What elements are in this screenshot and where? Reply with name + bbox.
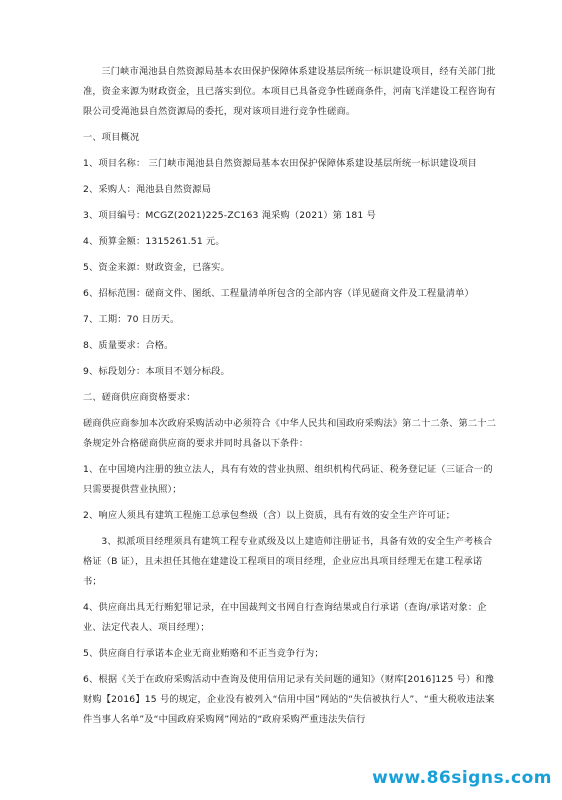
item-lots: 9、标段划分：本项目不划分标段。: [83, 366, 230, 377]
section-heading-qualifications: 二、磋商供应商资格要求：: [83, 392, 196, 403]
qualification-6: 6、根据《关于在政府采购活动中查询及使用信用记录有关问题的通知》（财库[2016]125 号）和豫财购【2016】15 号的规定，企业没有被列入“信用中国”网站的“失信被执行人”、“重大税收违法案件当事人名单”及“中国政府采购网”网站的“政府采购严重违法失信行: [83, 674, 495, 725]
item-purchaser: 2、采购人：渑池县自然资源局: [83, 184, 212, 195]
qualification-2: 2、响应人须具有建筑工程施工总承包叁级（含）以上资质，具有有效的安全生产许可证；: [83, 510, 456, 521]
item-quality: 8、质量要求：合格。: [83, 340, 174, 351]
item-duration: 7、工期：70 日历天。: [83, 314, 180, 325]
item-project-number: 3、项目编号：MCGZ(2021)225-ZC163 渑采购（2021）第 181 号: [83, 210, 376, 221]
item-scope: 6、招标范围：磋商文件、图纸、工程量清单所包含的全部内容（详见磋商文件及工程量清单）: [83, 288, 474, 299]
site-watermark: www.86signs.com: [372, 768, 552, 788]
qualification-5: 5、供应商自行承诺本企业无商业贿赂和不正当竞争行为；: [83, 648, 324, 659]
item-project-name: 1、项目名称： 三门峡市渑池县自然资源局基本农田保护保障体系建设基层所统一标识建设项目: [83, 158, 478, 169]
intro-paragraph: 三门峡市渑池县自然资源局基本农田保护保障体系建设基层所统一标识建设项目，经有关部门批准，资金来源为财政资金，且已落实到位。本项目已具备竞争性磋商条件，河南飞洋建设工程咨询有限公司受渑池县自然资源局的委托，现对该项目进行竞争性磋商。: [83, 66, 497, 117]
section-heading-project-overview: 一、项目概况: [83, 132, 140, 143]
qualification-4: 4、供应商出具无行贿犯罪记录，在中国裁判文书网自行查询结果或自行承诺（查询/承诺对象：企业、法定代表人、项目经理）；: [83, 602, 487, 633]
qualification-intro: 磋商供应商参加本次政府采购活动中必须符合《中华人民共和国政府采购法》第二十二条、第二十二条规定外合格磋商供应商的要求并同时具备以下条件：: [83, 418, 497, 449]
qualification-3: 3、拟派项目经理须具有建筑工程专业贰级及以上建造师注册证书，具备有效的安全生产考核合格证（B 证），且未担任其他在建建设工程项目的项目经理，企业应出具项目经理无在建工程承诺书；: [83, 536, 493, 587]
item-fund-source: 5、资金来源：财政资金，已落实。: [83, 262, 230, 273]
qualification-1: 1、在中国境内注册的独立法人，具有有效的营业执照、组织机构代码证、税务登记证（三证合一的只需要提供营业执照）；: [83, 464, 493, 495]
item-budget: 4、预算金额：1315261.51 元。: [83, 236, 225, 247]
